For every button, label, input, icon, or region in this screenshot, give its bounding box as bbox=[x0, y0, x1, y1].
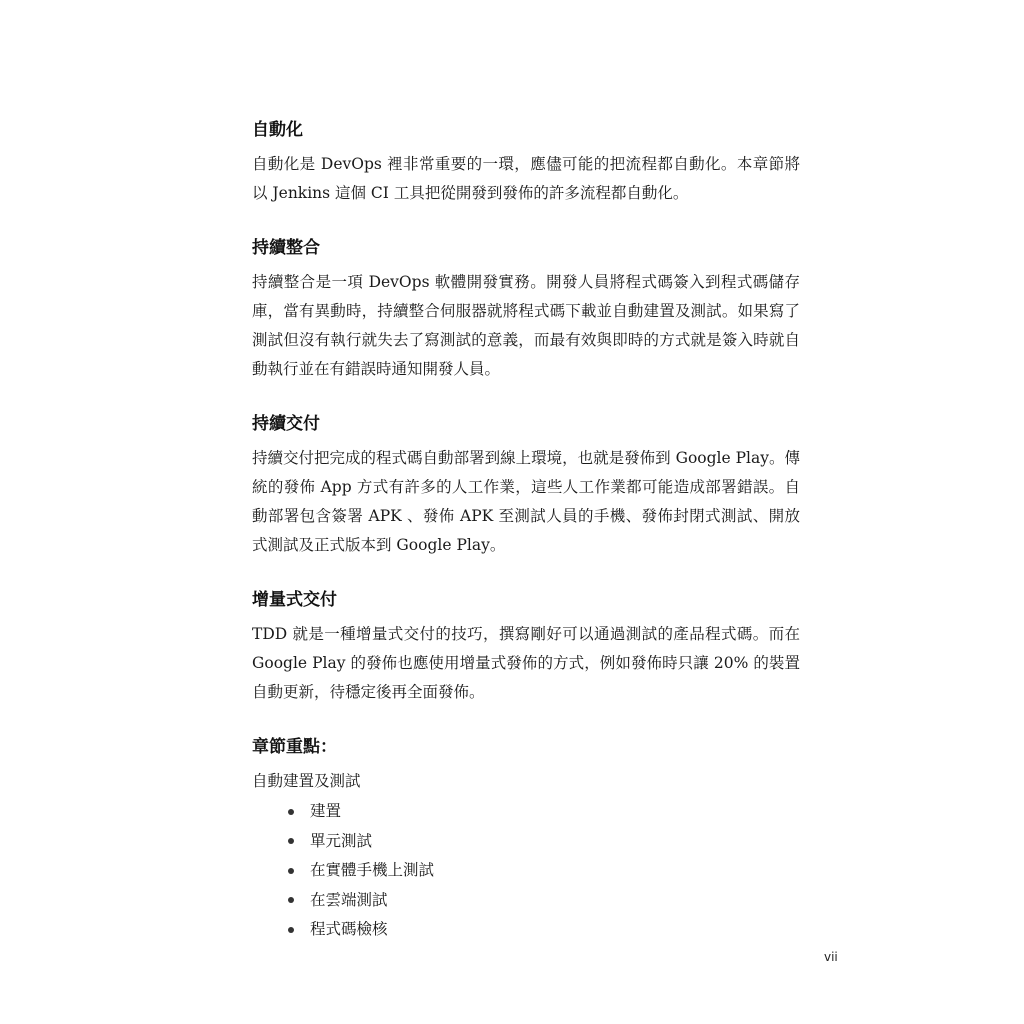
list-item-label: 在雲端測試 bbox=[310, 890, 388, 909]
section-heading: 自動化 bbox=[252, 120, 303, 140]
section-incremental-delivery bbox=[252, 586, 800, 707]
summary-heading: 章節重點： bbox=[252, 737, 337, 757]
section-continuous-integration bbox=[252, 234, 800, 384]
bullet-icon bbox=[288, 838, 294, 844]
page-number: vii bbox=[824, 950, 838, 964]
section-continuous-delivery bbox=[252, 410, 800, 560]
summary-list bbox=[252, 797, 800, 945]
summary-subheading: 自動建置及測試 bbox=[252, 772, 361, 790]
list-item bbox=[288, 915, 800, 945]
section-chapter-summary bbox=[252, 733, 800, 945]
list-item-label: 單元測試 bbox=[310, 831, 373, 850]
page-content bbox=[252, 116, 800, 945]
bullet-icon bbox=[288, 809, 294, 815]
section-body: TDD 就是一種增量式交付的技巧，撰寫剛好可以通過測試的產品程式碼。而在 Google Play 的發佈也應使用增量式發佈的方式，例如發佈時只讓 20% 的裝置自動更新，待穩定後再全面發佈。 bbox=[252, 625, 800, 701]
section-heading: 持續交付 bbox=[252, 414, 320, 434]
bullet-icon bbox=[288, 868, 294, 874]
list-item-label: 建置 bbox=[310, 802, 342, 820]
section-heading: 增量式交付 bbox=[252, 590, 337, 610]
list-item bbox=[288, 827, 800, 857]
section-automation bbox=[252, 116, 800, 208]
section-heading: 持續整合 bbox=[252, 238, 320, 258]
list-item-label: 程式碼檢核 bbox=[310, 920, 388, 938]
bullet-icon bbox=[288, 927, 294, 933]
list-item-label: 在實體手機上測試 bbox=[310, 861, 435, 879]
bullet-icon bbox=[288, 897, 294, 903]
section-body: 持續整合是一項 DevOps 軟體開發實務。開發人員將程式碼簽入到程式碼儲存庫，當有異動時，持續整合伺服器就將程式碼下載並自動建置及測試。如果寫了測試但沒有執行就失去了寫測試的意義，而最有效與即時的方式就是簽入時就自動執行並在有錯誤時通知開發人員。 bbox=[252, 273, 800, 378]
list-item bbox=[288, 886, 800, 916]
list-item bbox=[288, 856, 800, 886]
section-body: 自動化是 DevOps 裡非常重要的一環，應儘可能的把流程都自動化。本章節將以 Jenkins 這個 CI 工具把從開發到發佈的許多流程都自動化。 bbox=[252, 155, 800, 202]
section-body: 持續交付把完成的程式碼自動部署到線上環境，也就是發佈到 Google Play。傳統的發佈 App 方式有許多的人工作業，這些人工作業都可能造成部署錯誤。自動部署包含簽署 APK 、發佈 APK 至測試人員的手機、發佈封閉式測試、開放式測試及正式版本到 Google Play。 bbox=[252, 449, 800, 554]
list-item bbox=[288, 797, 800, 827]
